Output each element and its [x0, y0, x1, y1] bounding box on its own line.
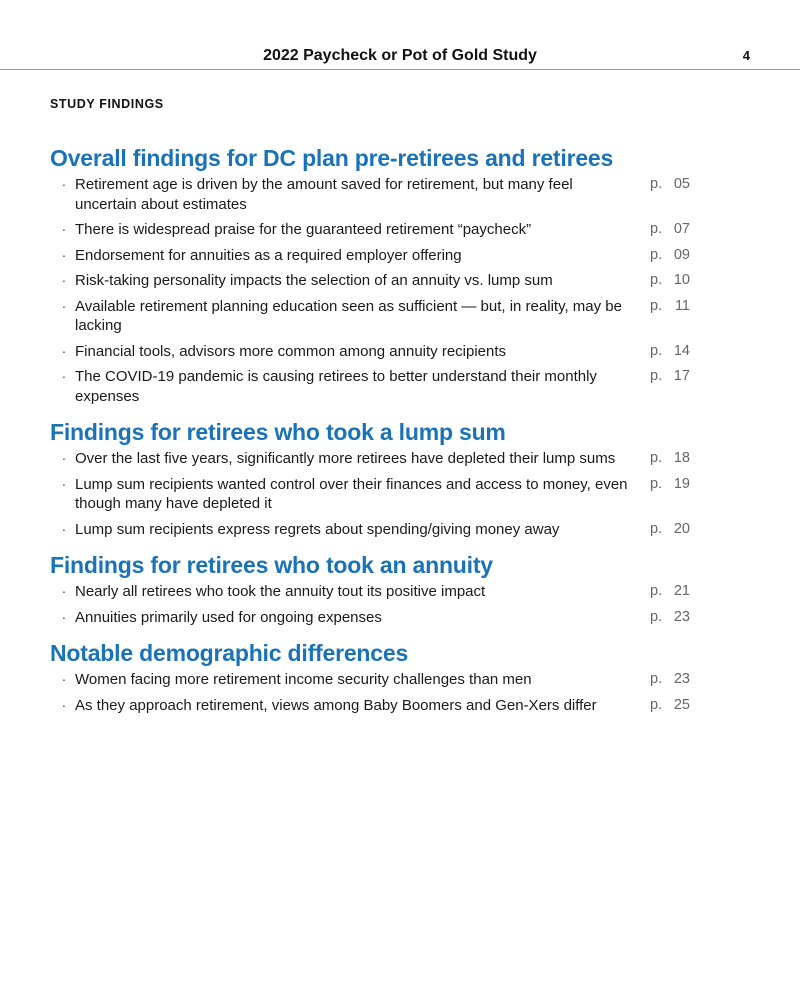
page-reference: [650, 271, 690, 291]
item-text: Annuities primarily used for ongoing expenses: [75, 608, 382, 626]
section-label: STUDY FINDINGS: [50, 97, 164, 111]
page-reference: [650, 342, 690, 362]
page-prefix: p.: [650, 368, 663, 384]
findings-section: [50, 549, 750, 627]
page-ref-number: 05: [673, 176, 690, 192]
list-item: [50, 449, 750, 469]
page-prefix: p.: [650, 475, 663, 492]
page-reference: [650, 449, 690, 469]
page-reference: [650, 520, 690, 540]
page-prefix: p.: [650, 297, 663, 314]
page-prefix: p.: [650, 221, 663, 237]
page-ref-number: 21: [673, 583, 690, 599]
bullet-icon: ·: [61, 583, 67, 599]
list-item: [50, 520, 750, 540]
list-item: [50, 175, 750, 214]
page-ref-number: 25: [673, 696, 690, 713]
page-ref-number: 07: [673, 221, 690, 237]
bullet-icon: ·: [61, 608, 67, 625]
list-item: [50, 670, 750, 690]
bullet-icon: ·: [61, 221, 67, 237]
item-text: As they approach retirement, views among Baby Boomers and Gen-Xers differ: [75, 696, 597, 714]
section-heading: Notable demographic differences: [50, 640, 409, 666]
page-prefix: p.: [650, 176, 663, 192]
item-text: The COVID-19 pandemic is causing retirees to better understand their monthly expenses: [75, 368, 597, 405]
page-number: 4: [742, 48, 750, 63]
page-prefix: p.: [650, 450, 663, 466]
bullet-icon: ·: [61, 520, 67, 537]
bullet-icon: ·: [61, 368, 67, 384]
list-item: [50, 297, 750, 336]
list-item: [50, 696, 750, 716]
page-ref-number: 19: [673, 475, 690, 492]
findings-section: [50, 416, 750, 539]
page-prefix: p.: [650, 342, 663, 359]
page-prefix: p.: [650, 696, 663, 713]
page-reference: [650, 696, 690, 716]
section-heading: Findings for retirees who took an annuity: [50, 552, 493, 578]
page-prefix: p.: [650, 671, 663, 687]
findings-content: [50, 142, 750, 725]
item-text: Lump sum recipients express regrets about spending/giving money away: [75, 520, 560, 538]
list-item: [50, 608, 750, 628]
list-item: [50, 475, 750, 514]
page-ref-number: 20: [673, 520, 690, 537]
page-ref-number: 23: [673, 671, 690, 687]
page-ref-number: 17: [673, 368, 690, 384]
list-item: [50, 271, 750, 291]
page-prefix: p.: [650, 608, 663, 625]
bullet-icon: ·: [61, 696, 67, 713]
bullet-icon: ·: [61, 475, 67, 492]
page-reference: [650, 475, 690, 495]
findings-list: [50, 670, 750, 715]
page-reference: [650, 367, 690, 387]
page-reference: [650, 582, 690, 602]
page-prefix: p.: [650, 272, 663, 288]
bullet-icon: ·: [61, 272, 67, 288]
item-text: Available retirement planning education seen as sufficient — but, in reality, may be lacking: [75, 297, 622, 334]
findings-section: [50, 142, 750, 406]
bullet-icon: ·: [61, 297, 67, 314]
page-ref-number: 23: [673, 608, 690, 625]
findings-list: [50, 449, 750, 539]
list-item: [50, 342, 750, 362]
item-text: Endorsement for annuities as a required employer offering: [75, 246, 462, 264]
item-text: Risk-taking personality impacts the selection of an annuity vs. lump sum: [75, 272, 553, 289]
page-ref-number: 09: [673, 246, 690, 263]
bullet-icon: ·: [61, 176, 67, 192]
page-reference: [650, 608, 690, 628]
findings-section: [50, 637, 750, 715]
list-item: [50, 582, 750, 602]
section-heading: Findings for retirees who took a lump sum: [50, 419, 506, 445]
bullet-icon: ·: [61, 342, 67, 359]
bullet-icon: ·: [61, 450, 67, 466]
bullet-icon: ·: [61, 671, 67, 687]
findings-list: [50, 175, 750, 406]
item-text: Nearly all retirees who took the annuity tout its positive impact: [75, 583, 486, 600]
findings-list: [50, 582, 750, 627]
document-title: 2022 Paycheck or Pot of Gold Study: [263, 47, 537, 64]
item-text: Retirement age is driven by the amount saved for retirement, but many feel uncertain about estimates: [75, 176, 573, 213]
page-header: [0, 0, 800, 70]
page-ref-number: 14: [673, 342, 690, 359]
page-ref-number: 10: [673, 272, 690, 288]
list-item: [50, 220, 750, 240]
list-item: [50, 246, 750, 266]
page-prefix: p.: [650, 583, 663, 599]
section-heading: Overall findings for DC plan pre-retirees and retirees: [50, 145, 614, 171]
page-reference: [650, 220, 690, 240]
page-prefix: p.: [650, 520, 663, 537]
list-item: [50, 367, 750, 406]
page-reference: [650, 246, 690, 266]
page-ref-number: 11: [674, 297, 690, 314]
item-text: There is widespread praise for the guaranteed retirement “paycheck”: [75, 221, 532, 238]
page-reference: [650, 670, 690, 690]
item-text: Lump sum recipients wanted control over their finances and access to money, even though many have depleted it: [75, 475, 628, 512]
page-prefix: p.: [650, 246, 663, 263]
item-text: Over the last five years, significantly more retirees have depleted their lump sums: [75, 450, 616, 467]
item-text: Financial tools, advisors more common among annuity recipients: [75, 342, 507, 360]
item-text: Women facing more retirement income security challenges than men: [75, 671, 532, 688]
page-reference: [650, 297, 690, 317]
page-ref-number: 18: [673, 450, 690, 466]
bullet-icon: ·: [61, 246, 67, 263]
page-reference: [650, 175, 690, 195]
